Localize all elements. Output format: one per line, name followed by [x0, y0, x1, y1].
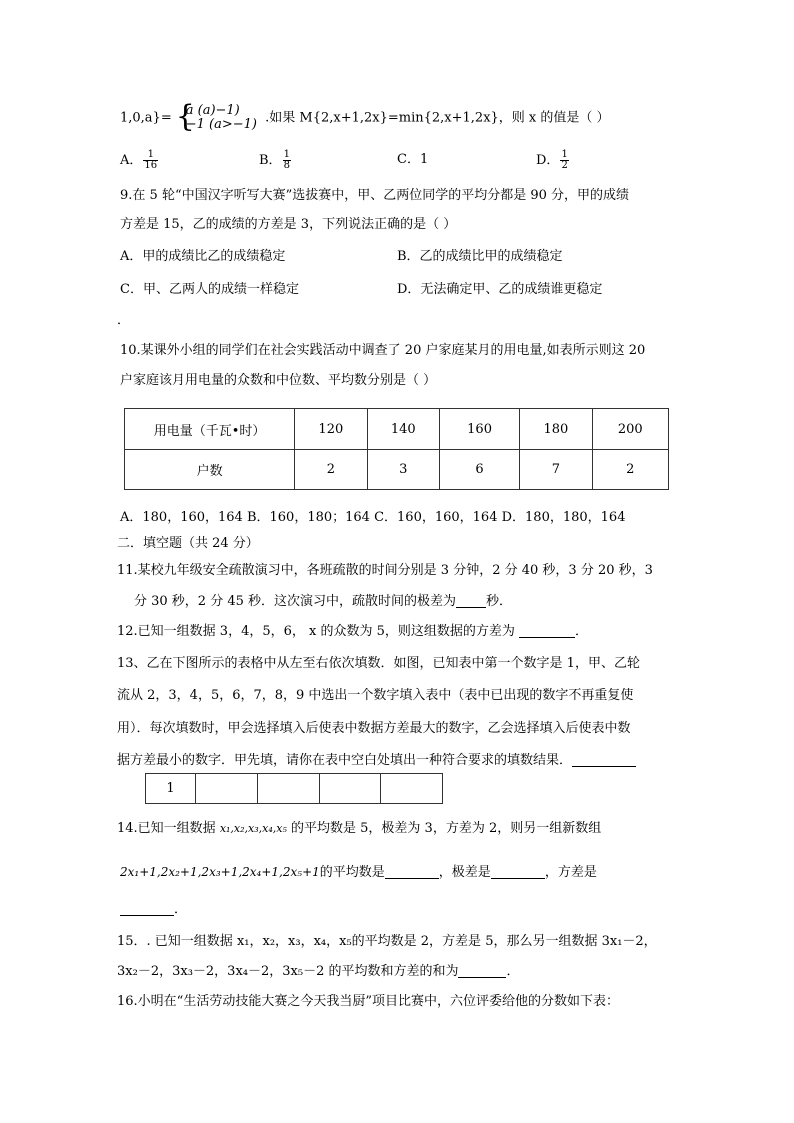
q14-t3: ，方差是: [544, 865, 597, 880]
table-cell: 2: [592, 450, 668, 490]
q11-line2: [134, 592, 512, 612]
piece-case-1: a (a)−1): [185, 103, 240, 118]
table-cell-empty[interactable]: [257, 774, 319, 804]
q14-text: 14.已知一组数据: [117, 821, 220, 836]
q8-option-a: [120, 150, 159, 171]
table-cell: 120: [295, 409, 367, 450]
q15-line2: [117, 962, 520, 982]
fill-number-table: [145, 773, 443, 804]
table-cell: 140: [367, 409, 439, 450]
q13-line1: 13、乙在下图所示的表格中从左至右依次填数．如图，已知表中第一个数字是 1，甲、乙轮: [117, 656, 640, 671]
q13-line2: 流从 2，3，4，5，6，7，8，9 中选出一个数字填入表中（表中已出现的数字不再重复使: [117, 688, 634, 703]
q9-option-a: A．甲的成绩比乙的成绩稳定: [120, 249, 286, 264]
numerator: 1: [561, 149, 568, 160]
piece-case-2: −1 (a>−1): [185, 117, 257, 132]
q13-line4: [117, 751, 636, 771]
fraction: [143, 150, 158, 171]
q14-line3: [120, 900, 187, 920]
answer-blank[interactable]: [120, 901, 174, 916]
q15-line1: 15．. 已知一组数据 x₁，x₂，x₃，x₄，x₅的平均数是 2，方差是 5，那么另一组数据 3x₁－2，: [117, 934, 657, 949]
q10-options: A．180，160，164 B．160，180；164 C．160，160，164 D．180，180，164: [120, 510, 626, 525]
usage-table: [124, 408, 669, 490]
q12-end: ．: [575, 624, 589, 639]
table-row: [146, 774, 443, 804]
table-cell: 2: [295, 450, 367, 490]
answer-blank[interactable]: [519, 623, 575, 638]
q14-text-b: 的平均数是 5，极差为 3，方差为 2，则另一组新数组: [286, 821, 602, 836]
q8-option-d: [536, 150, 570, 171]
answer-blank[interactable]: [491, 864, 545, 879]
q13-text: 据方差最小的数字．甲先填，请你在表中空白处填出一种符合要求的填数结果．: [117, 753, 573, 768]
answer-blank[interactable]: [456, 593, 486, 608]
q10-line2: 户家庭该月用电量的众数和中位数、平均数分别是（ ）: [120, 373, 437, 388]
q8-stem: [120, 99, 610, 134]
denominator: 2: [561, 160, 568, 171]
option-label: B．: [259, 153, 282, 168]
table-cell: 7: [520, 450, 592, 490]
q14-line1: [117, 819, 601, 839]
table-cell: 6: [439, 450, 519, 490]
table-cell-empty[interactable]: [319, 774, 381, 804]
q8-option-c: [397, 150, 428, 170]
piecewise-function: { a (a)−1) −1 (a>−1): [175, 99, 257, 134]
q9-line1: 9.在 5 轮“中国汉字听写大赛”选拔赛中，甲、乙两位同学的平均分都是 90 分，甲的成绩: [120, 188, 630, 203]
q16-line1: 16.小明在“生活劳动技能大赛之今天我当厨”项目比赛中，六位评委给他的分数如下表：: [117, 994, 619, 1009]
table-cell-empty[interactable]: [196, 774, 258, 804]
q14-vars: x₁,x₂,x₃,x₄,x₅: [219, 822, 287, 835]
q13-line3: 用）．每次填数时，甲会选择填入后使表中数据方差最大的数字，乙会选择填入后使表中数: [117, 721, 631, 736]
q9-option-c: C．甲、乙两人的成绩一样稳定: [120, 282, 299, 297]
q14-end: ．: [174, 902, 188, 917]
option-label: C．1: [397, 152, 429, 167]
numerator: 1: [283, 149, 290, 160]
denominator: 16: [144, 160, 158, 171]
q8-post: .如果 M{2,x+1,2x}=min{2,x+1,2x}，则 x 的值是（ ）: [260, 110, 610, 126]
q9-option-d: D．无法确定甲、乙的成绩谁更稳定: [397, 282, 603, 297]
q9-line2: 方差是 15，乙的成绩的方差是 3，下列说法正确的是（ ）: [120, 217, 457, 232]
option-label: D．: [536, 153, 560, 168]
q8-option-b: [259, 150, 292, 171]
q14-t1: 的平均数是: [319, 865, 385, 880]
q14-t2: ，极差是: [438, 865, 491, 880]
q15-end: ．: [506, 964, 520, 979]
option-label: A．: [120, 153, 143, 168]
section-heading: 二．填空题（共 24 分）: [117, 536, 259, 551]
table-cell-empty[interactable]: [381, 774, 443, 804]
numerator: 1: [143, 150, 158, 161]
q12-line: [117, 622, 588, 642]
answer-blank[interactable]: [572, 752, 636, 767]
table-header-cell: 户数: [125, 450, 295, 490]
fraction: [560, 150, 568, 171]
answer-blank[interactable]: [385, 864, 439, 879]
q12-text: 12.已知一组数据 3，4，5，6， x 的众数为 5，则这组数据的方差为: [117, 624, 520, 639]
denominator: 8: [283, 160, 290, 171]
q15-text: 3x₂－2，3x₃－2，3x₄－2，3x₅－2 的平均数和方差的和为: [117, 964, 459, 979]
table-cell: 1: [146, 774, 196, 804]
fraction: [283, 150, 291, 171]
q14-line2: [120, 862, 597, 883]
table-cell: 200: [592, 409, 668, 450]
table-row: [125, 450, 669, 490]
stray-dot: ．: [117, 313, 131, 328]
q11-line1: 11.某校九年级安全疏散演习中，各班疏散的时间分别是 3 分钟，2 分 40 秒，3 分 20 秒，3: [117, 563, 653, 578]
q14-expr: 2x₁+1,2x₂+1,2x₃+1,2x₄+1,2x₅+1: [120, 865, 320, 879]
q11-text: 分 30 秒，2 分 45 秒．这次演习中，疏散时间的极差为: [134, 594, 457, 609]
q8-pre: 1,0,a}=: [120, 110, 172, 126]
table-cell: 160: [439, 409, 519, 450]
q9-option-b: B．乙的成绩比甲的成绩稳定: [397, 249, 563, 264]
q10-line1: 10.某课外小组的同学们在社会实践活动中调查了 20 户家庭某月的用电量,如表所示则这 20: [120, 343, 646, 358]
table-cell: 3: [367, 450, 439, 490]
answer-blank[interactable]: [458, 963, 506, 978]
q11-unit: 秒．: [486, 594, 513, 609]
table-row: [125, 409, 669, 450]
table-header-cell: 用电量（千瓦•时）: [125, 409, 295, 450]
table-cell: 180: [520, 409, 592, 450]
